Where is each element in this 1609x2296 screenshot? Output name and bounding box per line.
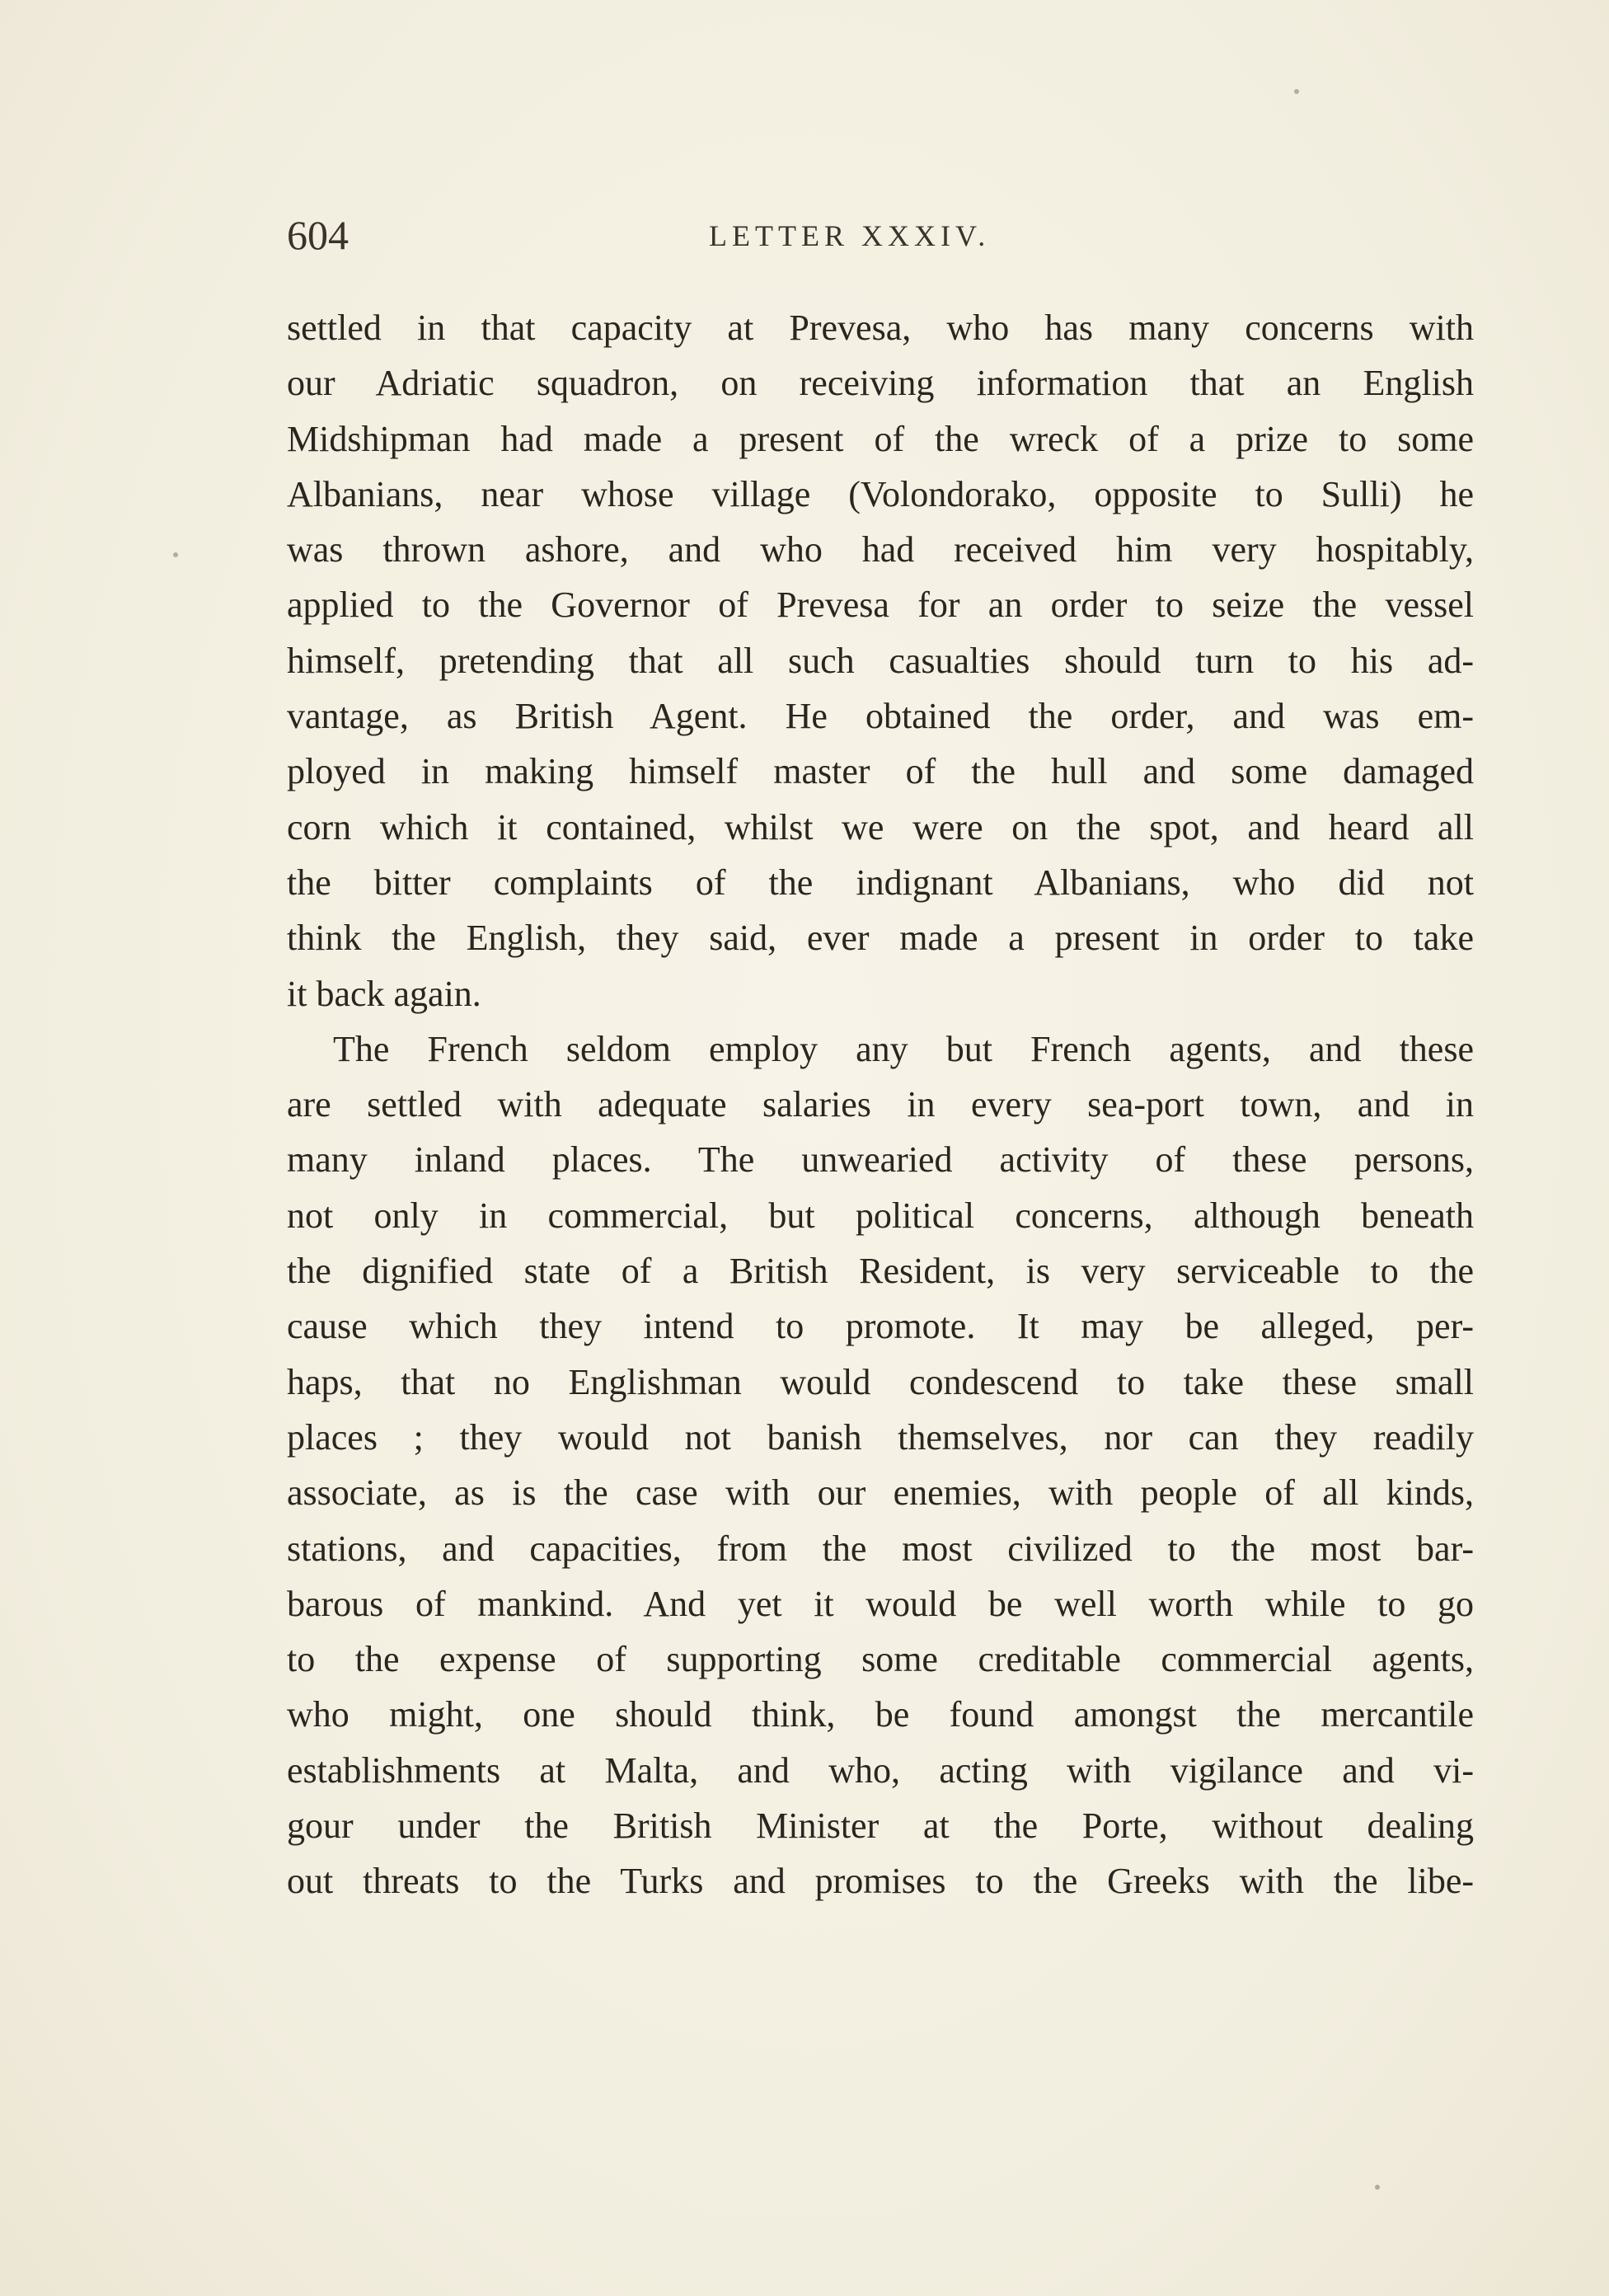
paragraph-first-line: The French seldom employ any but French agents, and these: [333, 1028, 1474, 1069]
paper-speck: [1375, 2185, 1380, 2190]
text-line: out threats to the Turks and promises to the Greeks with the libe-: [287, 1861, 1474, 1902]
paper-speck: [1294, 89, 1299, 94]
text-line: the bitter complaints of the indignant Albanians, who did not: [287, 862, 1474, 903]
text-line: cause which they intend to promote. It may be alleged, per-: [287, 1306, 1474, 1347]
text-line: to the expense of supporting some creditable commercial agents,: [287, 1639, 1474, 1680]
text-line: our Adriatic squadron, on receiving information that an English: [287, 363, 1474, 404]
page-number: 604: [287, 212, 349, 258]
text-line: are settled with adequate salaries in every sea-port town, and in: [287, 1084, 1474, 1125]
text-line: think the English, they said, ever made a present in order to take: [287, 918, 1474, 959]
text-line: himself, pretending that all such casualties should turn to his ad-: [287, 640, 1474, 681]
text-line: Midshipman had made a present of the wreck of a prize to some: [287, 418, 1474, 459]
text-line: many inland places. The unwearied activity of these persons,: [287, 1139, 1474, 1181]
text-line: settled in that capacity at Prevesa, who has many concerns with: [287, 308, 1474, 348]
text-line: Albanians, near whose village (Volondorako, opposite to Sulli) he: [287, 473, 1474, 514]
text-line: vantage, as British Agent. He obtained the order, and was em-: [287, 696, 1474, 737]
text-line: associate, as is the case with our enemies, with people of all kinds,: [287, 1472, 1474, 1514]
text-line: gour under the British Minister at the Porte, without dealing: [287, 1805, 1474, 1847]
paper-speck: [173, 552, 178, 557]
text-line: the dignified state of a British Resident, is very serviceable to the: [287, 1251, 1474, 1292]
paragraph-end-line: it back again.: [287, 973, 481, 1014]
text-line: applied to the Governor of Prevesa for an order to seize the vessel: [287, 585, 1474, 626]
text-line: ployed in making himself master of the hull and some damaged: [287, 751, 1474, 792]
text-line: who might, one should think, be found amongst the mercantile: [287, 1694, 1474, 1735]
running-title: LETTER XXXIV.: [709, 219, 991, 252]
text-line: stations, and capacities, from the most civilized to the most bar-: [287, 1528, 1474, 1569]
text-line: places ; they would not banish themselves, nor can they readily: [287, 1416, 1474, 1458]
text-line: not only in commercial, but political concerns, although beneath: [287, 1195, 1474, 1236]
page-header: [287, 210, 1474, 260]
body-text: [287, 300, 1474, 1909]
text-line: establishments at Malta, and who, acting with vigilance and vi-: [287, 1749, 1474, 1791]
text-line: was thrown ashore, and who had received him very hospitably,: [287, 529, 1474, 570]
text-line: barous of mankind. And yet it would be well worth while to go: [287, 1583, 1474, 1624]
text-line: haps, that no Englishman would condescend to take these small: [287, 1361, 1474, 1402]
text-line: corn which it contained, whilst we were on the spot, and heard all: [287, 806, 1474, 848]
